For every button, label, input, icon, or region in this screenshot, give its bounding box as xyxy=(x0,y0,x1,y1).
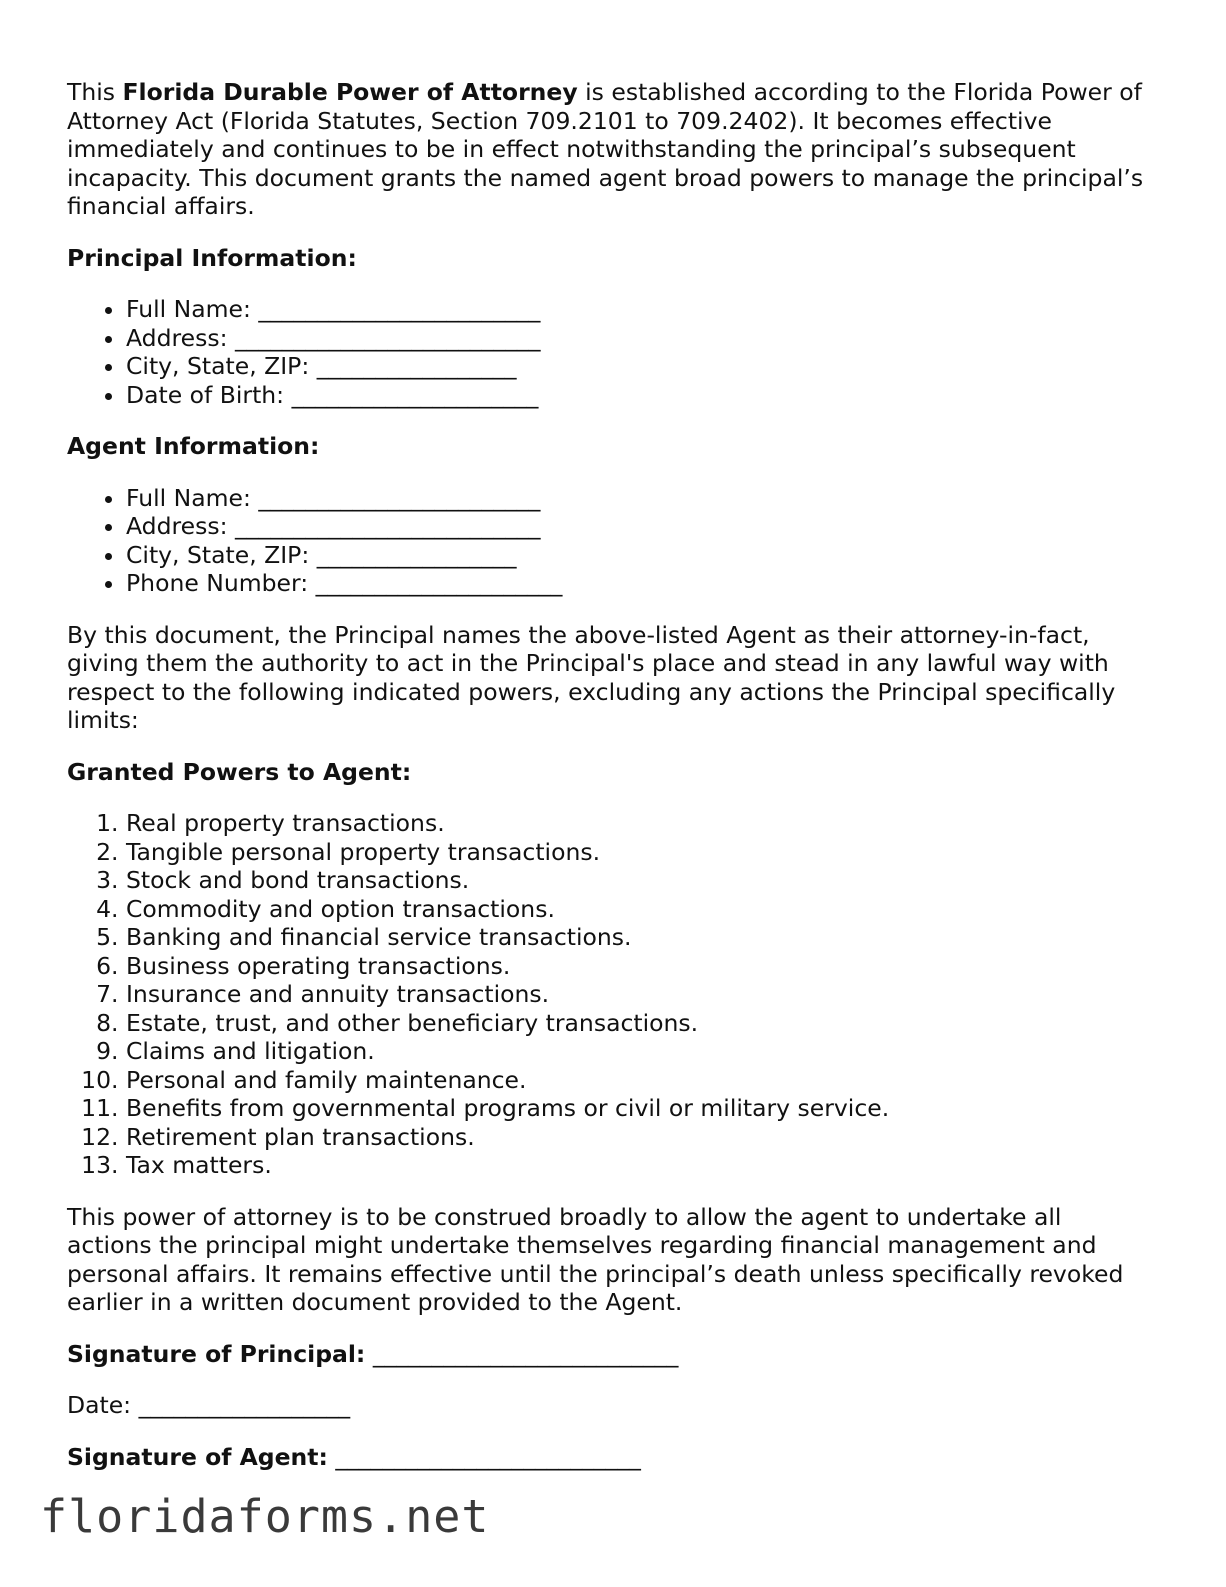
principal-fields xyxy=(67,295,1147,409)
principal-heading: Principal Information: xyxy=(67,243,357,272)
power-item: 7. Insurance and annuity transactions. xyxy=(126,980,1147,1009)
agent-heading: Agent Information: xyxy=(67,432,320,460)
agent-city-state-zip-field: • City, State, ZIP: _________________ xyxy=(126,541,1147,570)
principal-signature-line xyxy=(67,1340,1147,1369)
date-label: Date: xyxy=(67,1391,132,1419)
date-line xyxy=(67,1391,1147,1420)
power-item: 8. Estate, trust, and other beneficiary transactions. xyxy=(126,1009,1147,1038)
power-item: 3. Stock and bond transactions. xyxy=(126,866,1147,895)
site-watermark: floridaforms.net xyxy=(40,1490,490,1543)
power-item: 11. Benefits from governmental programs or civil or military service. xyxy=(126,1094,1147,1123)
agent-full-name-field: • Full Name: ________________________ xyxy=(126,484,1147,513)
closing-paragraph: This power of attorney is to be construed broadly to allow the agent to undertake all actions the principal might undertake themselves regarding financial management and personal affairs. It remains effective until the principal’s death unless specifically revoked earlier in a written document provided to the Agent. xyxy=(67,1202,1124,1316)
agent-signature-line xyxy=(67,1443,1147,1472)
agent-address-field: • Address: __________________________ xyxy=(126,512,1147,541)
power-item: 9. Claims and litigation. xyxy=(126,1037,1147,1066)
power-item: 5. Banking and financial service transactions. xyxy=(126,923,1147,952)
powers-list xyxy=(67,809,1147,1180)
authority-paragraph: By this document, the Principal names the above-listed Agent as their attorney-in-fact, giving them the authority to act in the Principal's place and stead in any lawful way with respect to the following indicated powers, excluding any actions the Principal specifically limits: xyxy=(67,620,1116,734)
principal-signature-label: Signature of Principal: xyxy=(67,1339,366,1368)
intro-paragraph xyxy=(67,78,1147,221)
agent-signature-label: Signature of Agent: xyxy=(67,1442,328,1471)
document-title: Florida Durable Power of Attorney xyxy=(122,78,578,106)
power-item: 2. Tangible personal property transactions. xyxy=(126,838,1147,867)
intro-prefix: This xyxy=(67,78,123,106)
principal-address-field: • Address: __________________________ xyxy=(126,324,1147,353)
date-blank: __________________ xyxy=(138,1391,351,1419)
powers-heading: Granted Powers to Agent: xyxy=(67,757,412,786)
power-item: 1. Real property transactions. xyxy=(126,809,1147,838)
power-item: 13. Tax matters. xyxy=(126,1151,1147,1180)
document-page xyxy=(67,78,1147,1494)
power-item: 10. Personal and family maintenance. xyxy=(126,1066,1147,1095)
intro-text: is established according to the Florida Power of Attorney Act (Florida Statutes, Section 709.2101 to 709.2402). It becomes effective immediately and continues to be in effect notwithstanding the principal’s subsequent incapacity. This document grants the named agent broad powers to manage the principal’s financial affairs. xyxy=(67,78,1144,220)
principal-full-name-field: • Full Name: ________________________ xyxy=(126,295,1147,324)
agent-phone-number-field: • Phone Number: _____________________ xyxy=(126,569,1147,598)
principal-date-of-birth-field: • Date of Birth: _____________________ xyxy=(126,381,1147,410)
power-item: 12. Retirement plan transactions. xyxy=(126,1123,1147,1152)
agent-signature-blank: __________________________ xyxy=(335,1442,641,1471)
agent-fields xyxy=(67,484,1147,598)
power-item: 4. Commodity and option transactions. xyxy=(126,895,1147,924)
principal-city-state-zip-field: • City, State, ZIP: _________________ xyxy=(126,352,1147,381)
principal-signature-blank: __________________________ xyxy=(372,1339,679,1368)
power-item: 6. Business operating transactions. xyxy=(126,952,1147,981)
